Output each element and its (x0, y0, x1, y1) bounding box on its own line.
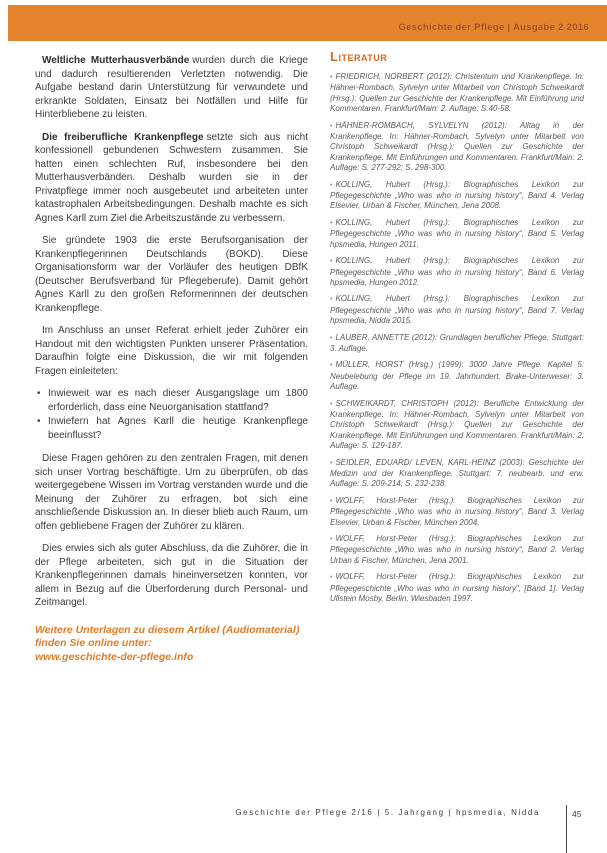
discussion-question-list (35, 387, 308, 442)
paragraph-text: Diese Fragen gehören zu den zentralen Fragen, mit denen sich unser Vortrag beschäftigte. Um zu überprüfen, ob das weitergegebene Wissen im Vortrag verstanden wurde und die Meinung der Zuhörer zu erfragen, bot sich eine anschließende Diskussion an. In dieser blieb auch Raum, um offen gebliebene Fragen der Zuhörer zu klären. (35, 453, 308, 532)
journal-issue-line: Geschichte der Pflege | Ausgabe 2 2016 (398, 21, 589, 33)
literature-entry (330, 180, 584, 212)
literature-entry-text: KOLLING, Hubert (Hrsg.): Biographisches Lexikon zur Pflegegeschichte „Who was who in nursing history“, Band 4. Verlag Elsevier, Urban & Fischer, München, Jena 2008. (330, 179, 584, 211)
literature-heading: Literatur (330, 49, 388, 64)
bullet-icon: • (330, 497, 333, 505)
literature-entry (330, 256, 584, 288)
literature-entry (330, 218, 584, 250)
page-number: 45 (572, 809, 582, 819)
discussion-question: • Inwieweit war es nach dieser Ausgangslage um 1800 erforderlich, dass eine Neuorganisation stattfand? (35, 387, 308, 414)
online-material-note (35, 624, 308, 665)
literature-entry-text: SCHWEIKARDT, CHRISTOPH (2012): Berufliche Entwicklung der Krankenpflege. In: Hähner-Rombach, Sylvelyn unter Mitarbeit von Christoph Schweikardt (Hrsg.): Quellen zur Geschichte der Krankenpflege. Mit Einführungen und Kommentaren. Frankfurt/Main: 2. Auflage: S. 129-187. (330, 398, 584, 451)
literature-entry (330, 399, 584, 452)
bullet-icon: • (330, 74, 333, 81)
paragraph-text: setzte sich aus nicht konfessionell gebundenen Schwestern zusammen. Sie hatten einen schlechten Ruf, insbesondere bei den Mutterhausverbänden. Deshalb wurden sie in der Privatpflege immer noch ausgebeutet und arbeiteten unter katastrophalen Arbeitsbedingungen. Deshalb machte es sich Agnes Karll zum Ziel die Arbeitszustände zu verbessern. (35, 131, 309, 224)
literature-entry (330, 333, 584, 355)
literature-column (330, 50, 584, 610)
literature-entry-text: SEIDLER, EDUARD/ LEVEN, KARL-HEINZ (2003): Geschichte der Medizin und der Krankenpflege. Stuttgart: 7. neubearb. und erw. Auflage: S. 209-214; S. 232-238. (330, 457, 584, 489)
literature-entry-text: HÄHNER-ROMBACH, SYLVELYN (2012): Alltag in der Krankenpflege. In: Hähner-Rombach, Sylvelyn unter Mitarbeit von Christoph Schweikardt (Hrsg.): Quellen zur Geschichte der Krankenpflege. Mit Einführungen und Kommentaren. Frankfurt/Main: 2. Auflage: S. 277-292; S. 298-300. (330, 120, 584, 173)
paragraph-text: wurden durch die Kriege und dadurch resultierenden Verletzten notwendig. Die Aufgabe bestand darin Unterstützung für verwundete und erkrankte Soldaten, Einsatz bei Notfällen und Hilfe für Hinterbliebene zu leisten. (35, 55, 308, 120)
footer-divider (566, 805, 567, 853)
paragraph-lead: Weltliche Mutterhausverbände (42, 55, 190, 66)
bullet-icon: • (330, 459, 333, 467)
literature-entry (330, 121, 584, 174)
literature-entry-text: LAUBER, ANNETTE (2012): Grundlagen beruflicher Pflege. Stuttgart: 3. Auflage. (330, 332, 584, 353)
bullet-icon: • (330, 181, 333, 189)
paragraph-lead: Die freiberufliche Krankenpflege (42, 131, 204, 143)
literature-entry (330, 572, 584, 604)
article-column (35, 54, 308, 664)
literature-entry-text: KOLLING, Hubert (Hrsg.): Biographisches Lexikon zur Pflegegeschichte „Who was who in nursing history“, Band 5. Verlag hpsmedia, Hungen 2011. (330, 217, 584, 249)
bullet-icon: • (330, 258, 333, 266)
bullet-icon: • (330, 334, 333, 342)
online-material-note-text: Weitere Unterlagen zu diesem Artikel (Audiomaterial) finden Sie online unter: (35, 623, 300, 649)
article-paragraph (35, 131, 308, 226)
literature-entry (330, 534, 584, 566)
article-paragraph (35, 452, 308, 533)
literature-entry-text: WOLFF, Horst-Peter (Hrsg.): Biographisches Lexikon zur Pflegegeschichte „Who was who in nursing history“, Band 3. Verlag Elsevier, Urban & Fischer, München 2004. (330, 495, 584, 527)
literature-entry-text: FRIEDRICH, NORBERT (2012): Christentum und Krankenpflege. In: Hähner-Rombach, Sylvelyn unter Mitarbeit von Christoph Schweikardt (Hrsg.): Quellen zur Geschichte der Krankenpflege. Mit Einführung und Kommentaren. Frankfurt/Main: 2. Auflage: S.40-58. (330, 72, 584, 114)
bullet-icon: • (330, 536, 333, 544)
article-paragraph (35, 324, 308, 378)
literature-entry-text: WOLFF, Horst-Peter (Hrsg.): Biographisches Lexikon zur Pflegegeschichte „Who was who in nursing history“, Band 2. Verlag Urban & Fischer, München, Jena 2001. (330, 534, 584, 565)
literature-entry (330, 72, 584, 115)
bullet-icon: • (330, 362, 333, 370)
literature-entry-text: MÜLLER, HORST (Hrsg.) (1999): 3000 Jahre Pflege. Kapitel 5: Neubelebung der Pflege im 19. Jahrhundert. Brake-Unterweser: 3. Auflage. (330, 360, 584, 392)
bullet-icon: • (330, 219, 333, 227)
paragraph-text: Sie gründete 1903 die erste Berufsorganisation der Krankenpflegerinnen Deutschlands (BOKD). Diese Organisationsform war der Vorläufer des heutigen DBfK (Deutscher Berufsverband für Pflegeberufe). Damit gehört Agnes Karll zu den großen Reformerinnen der deutschen Krankenpflege. (35, 235, 308, 314)
bullet-icon: • (330, 296, 333, 304)
literature-entry-text: WOLFF, Horst-Peter (Hrsg.): Biographisches Lexikon zur Pflegegeschichte „Who was who in nursing history“, [Band 1]. Verlag Ullstein Mosby, Berlin, Wiesbaden 1997. (330, 572, 584, 604)
literature-entry (330, 294, 584, 326)
online-material-link[interactable]: www.geschichte-der-pflege.info (35, 650, 194, 663)
discussion-question: • Inwiefern hat Agnes Karll die heutige Krankenpflege beeinflusst? (35, 415, 308, 442)
article-paragraph (35, 54, 308, 122)
bullet-icon: • (330, 574, 333, 582)
paragraph-text: Dies erwies sich als guter Abschluss, da die Zuhörer, die in der Pflege arbeiteten, sich gut in die Situation der Krankenpflegerinnen damals hineinversetzen konnten, vor allem in Bezug auf die Überforderung durch Personal- und Zeitmangel. (35, 543, 308, 608)
bullet-icon: • (330, 400, 333, 408)
article-paragraph (35, 542, 308, 610)
literature-entry (330, 360, 584, 392)
bullet-icon: • (330, 122, 333, 130)
footer-imprint: Geschichte der Pflege 2/16 | 5. Jahrgang | hpsmedia, Nidda (235, 808, 540, 817)
literature-entry-text: KOLLING, Hubert (Hrsg.): Biographisches Lexikon zur Pflegegeschichte „Who was who in nursing history“, Band 7. Verlag hpsmedia, Nidda 2015. (330, 294, 584, 326)
literature-entry (330, 496, 584, 528)
literature-entry (330, 458, 584, 490)
paragraph-text: Im Anschluss an unser Referat erhielt jeder Zuhörer ein Handout mit den wichtigsten Punkten unserer Präsentation. Daraufhin folgte eine Diskussion, die wir mit folgenden Fragen einleiteten: (35, 325, 308, 377)
literature-entry-text: KOLLING, Hubert (Hrsg.): Biographisches Lexikon zur Pflegegeschichte „Who was who in nursing history“, Band 6. Verlag hpsmedia, Hungen 2012. (330, 256, 584, 287)
header-bar (8, 5, 607, 41)
article-paragraph (35, 234, 308, 315)
